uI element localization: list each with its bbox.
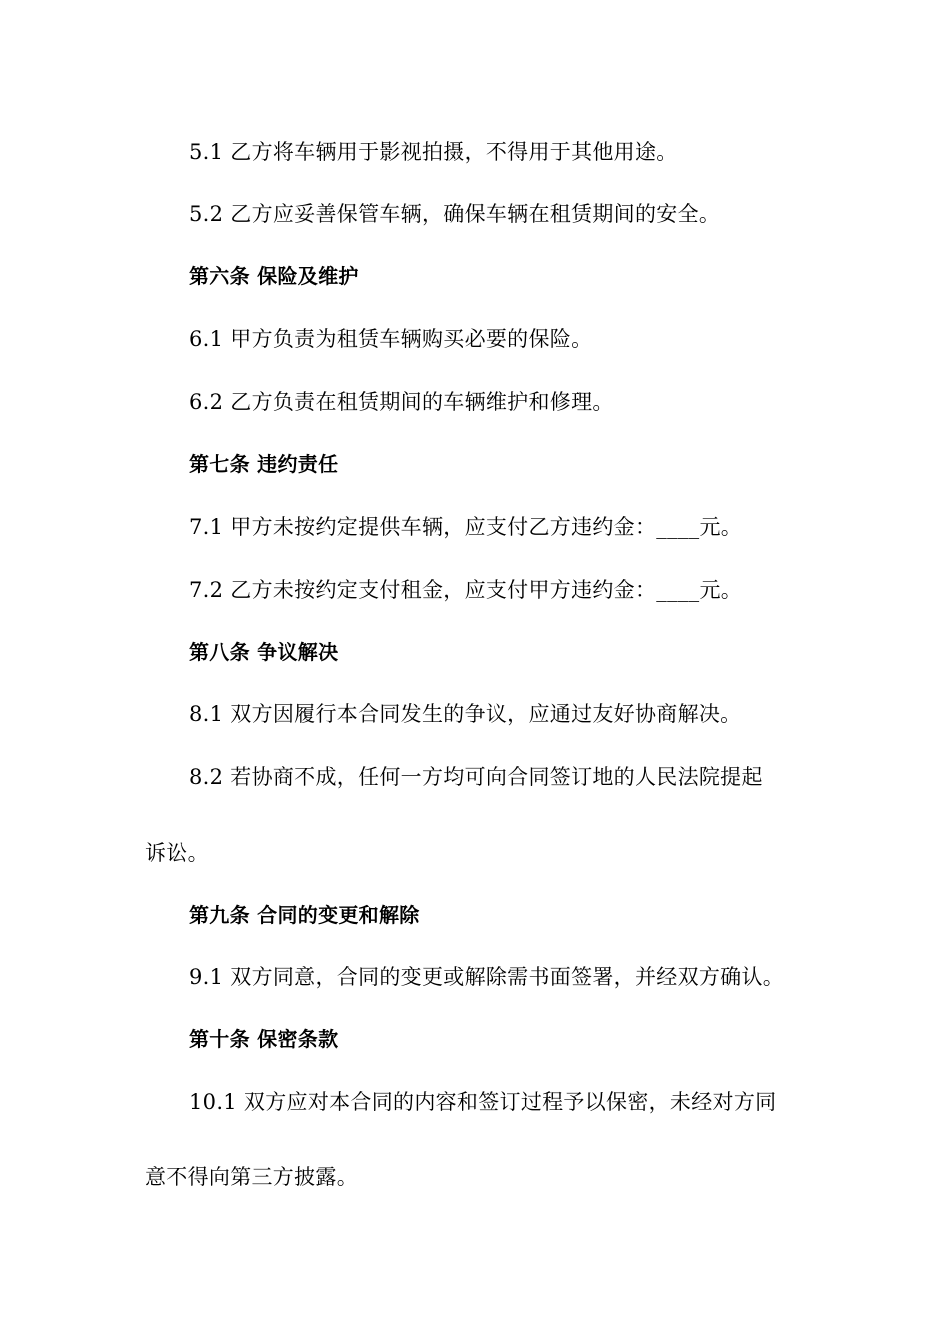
- section-heading-10: 第十条 保密条款: [189, 1027, 339, 1051]
- clause-10-1-continued: 意不得向第三方披露。: [145, 1165, 358, 1189]
- clause-8-2-continued: 诉讼。: [145, 841, 209, 865]
- clause-5-2: 5.2 乙方应妥善保管车辆，确保车辆在租赁期间的安全。: [189, 202, 721, 226]
- clause-8-1: 8.1 双方因履行本合同发生的争议，应通过友好协商解决。: [189, 702, 742, 726]
- clause-7-1: 7.1 甲方未按约定提供车辆，应支付乙方违约金：____元。: [189, 515, 743, 539]
- section-heading-8: 第八条 争议解决: [189, 640, 339, 664]
- clause-6-2: 6.2 乙方负责在租赁期间的车辆维护和修理。: [189, 390, 614, 414]
- clause-7-2: 7.2 乙方未按约定支付租金，应支付甲方违约金：____元。: [189, 578, 743, 602]
- clause-5-1: 5.1 乙方将车辆用于影视拍摄，不得用于其他用途。: [189, 140, 678, 164]
- section-heading-7: 第七条 违约责任: [189, 452, 339, 476]
- section-heading-9: 第九条 合同的变更和解除: [189, 903, 420, 927]
- section-heading-6: 第六条 保险及维护: [189, 264, 359, 288]
- clause-10-1: 10.1 双方应对本合同的内容和签订过程予以保密，未经对方同: [189, 1090, 777, 1114]
- clause-9-1: 9.1 双方同意，合同的变更或解除需书面签署，并经双方确认。: [189, 965, 785, 989]
- clause-8-2: 8.2 若协商不成，任何一方均可向合同签订地的人民法院提起: [189, 765, 763, 789]
- clause-6-1: 6.1 甲方负责为租赁车辆购买必要的保险。: [189, 327, 593, 351]
